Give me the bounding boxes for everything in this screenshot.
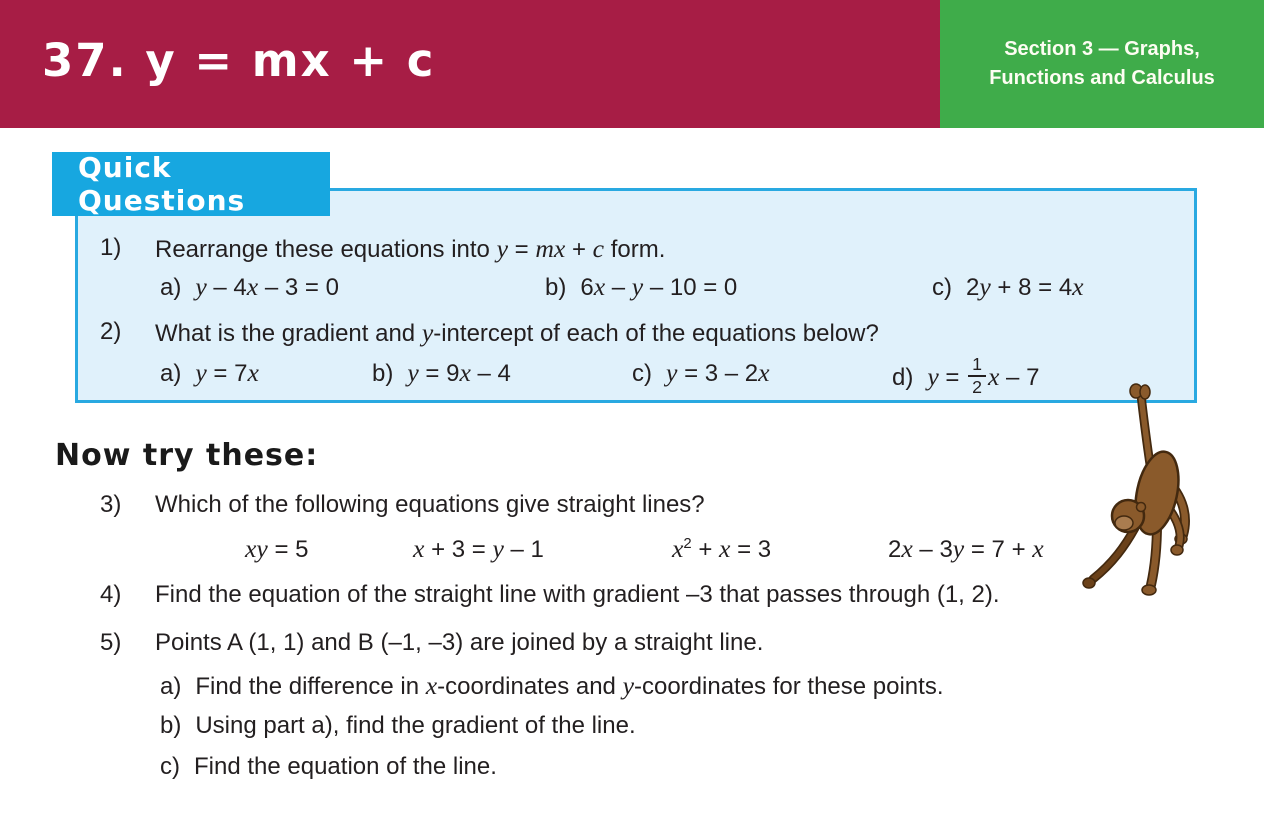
question-1-part-b: b) 6x – y – 10 = 0: [545, 272, 738, 301]
question-2-part-c: c) y = 3 – 2x: [632, 358, 770, 387]
question-1-number: 1): [100, 234, 122, 261]
section-box: [940, 0, 1264, 128]
section-title-line2: Functions and Calculus: [989, 67, 1215, 89]
question-5-part-a: a) Find the difference in x-coordinates and y-coordinates for these points.: [160, 671, 944, 700]
question-5-number: 5): [100, 629, 122, 656]
question-3-option-4: 2x – 3y = 7 + x: [888, 534, 1044, 563]
question-1-part-a: a) y – 4x – 3 = 0: [160, 272, 339, 301]
question-3-option-3: $x^2 + x = 3$: [672, 534, 772, 563]
question-1-part-c: c) 2y + 8 = 4x: [932, 272, 1084, 301]
page-title: 37. y = mx + c: [42, 34, 436, 87]
monkey-illustration: [1075, 383, 1200, 610]
question-2-part-a: a) y = 7x: [160, 358, 259, 387]
question-3-text: Which of the following equations give straight lines?: [155, 491, 705, 518]
question-2-part-b: b) y = 9x – 4: [372, 358, 511, 387]
question-1-text: Rearrange these equations into y = mx + c form.: [155, 234, 666, 263]
question-4-text: Find the equation of the straight line with gradient –3 that passes through (1, 2).: [155, 581, 1000, 608]
now-try-heading: Now try these:: [55, 438, 319, 473]
question-3-option-1: xy = 5: [245, 534, 309, 563]
question-5-part-c: c) Find the equation of the line.: [160, 753, 497, 780]
question-3-option-2: x + 3 = y – 1: [413, 534, 544, 563]
question-2-number: 2): [100, 318, 122, 345]
quick-questions-tab-label: Quick Questions: [78, 151, 246, 217]
question-4-number: 4): [100, 581, 122, 608]
question-2-part-d: d) y = $\frac{1}{2}$ x – 7: [892, 354, 1040, 397]
question-5-part-b: b) Using part a), find the gradient of the line.: [160, 712, 636, 739]
question-3-number: 3): [100, 491, 122, 518]
question-5-text: Points A (1, 1) and B (–1, –3) are joined by a straight line.: [155, 629, 764, 656]
quick-questions-tab: [52, 152, 330, 216]
section-title-line1: Section 3 — Graphs,: [1004, 38, 1200, 60]
question-2-text: What is the gradient and y-intercept of each of the equations below?: [155, 318, 879, 347]
